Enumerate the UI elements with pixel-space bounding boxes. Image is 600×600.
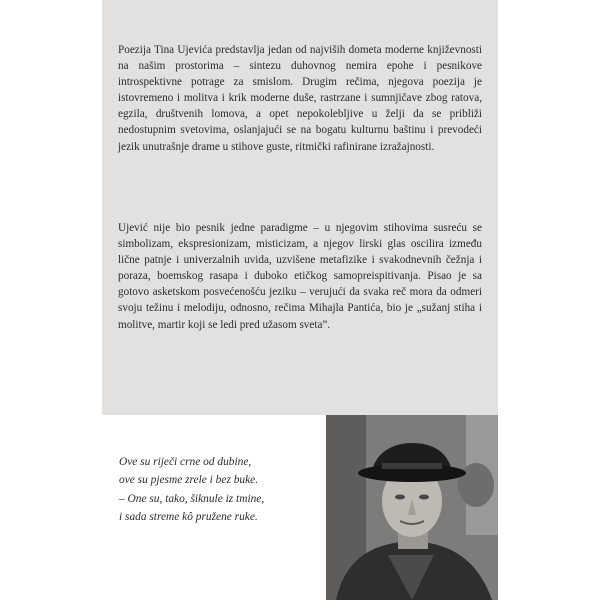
book-back-cover (102, 0, 498, 600)
poem-line: Ove su riječi crne od dubine, (119, 456, 252, 468)
poem-line: – One su, tako, šiknule iz tmine, (119, 492, 265, 505)
poem-line: ove su pjesme zrele i bez buke. (119, 474, 259, 487)
bottom-area (102, 415, 498, 600)
portrait-photo-icon (326, 415, 498, 600)
author-portrait-photo (326, 415, 498, 600)
poem-excerpt (119, 453, 319, 527)
description-paragraph-1: Poezija Tina Ujevića predstavlja jedan od najviših dometa moderne književnosti na našim prostorima – sintezu duhovnog nemira epohe i pesnikove introspektivne potrage za smislom. Drugim rečima, njegova poezija je istovremeno i molitva i krik moderne duše, rastrzane i sumnjičave zbog ratova, egzila, društvenih lomova, a opet nepokolebljive u želji da se približi nedostupnim svetovima, oslanjajući se na bogatu kulturnu baštinu i prevodeći jezik unutrašnje drame u stihove guste, ritmički rafinirane izražajnosti. (118, 44, 482, 153)
description-panel (102, 0, 498, 415)
description-paragraph-2: Ujević nije bio pesnik jedne paradigme – u njegovim stihovima susreću se simbolizam, ekspresionizam, misticizam, a njegov lirski glas oscilira između lične patnje i univerzalnih uvida, uzvišene metafizike i svakodnevnih čežnja i poraza, boemskog rasapa i duboko etičkog samopreispitivanja. Pisao je sa gotovo asketskom posvećenošću jeziku – verujući da svaka reč mora da odmeri svoju težinu i melodiju, odnosno, rečima Mihajla Pantića, bio je „sužanj stiha i molitve, martir koji se ledi pred užasom sveta”. (118, 222, 482, 331)
poem-line: i sada streme kô pružene ruke. (119, 511, 258, 524)
